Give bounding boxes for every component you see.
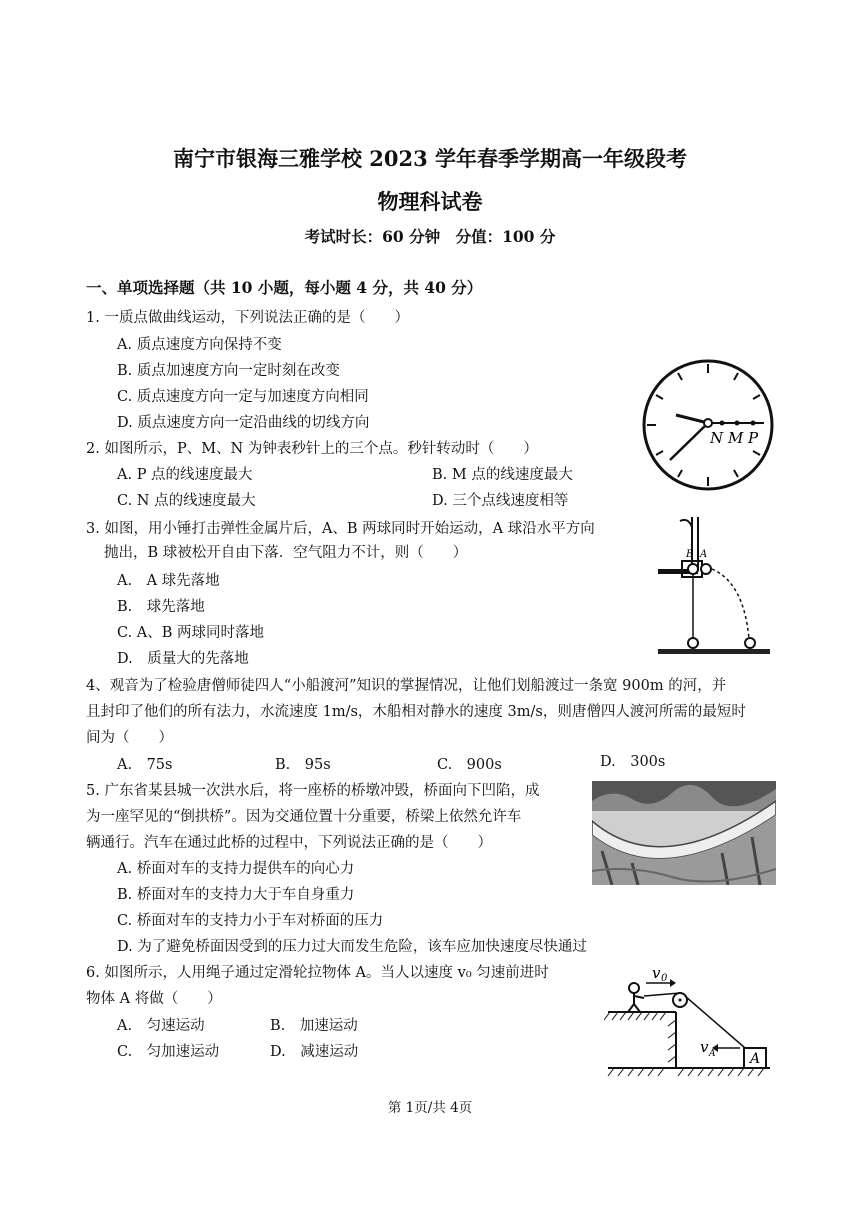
q4-stem-line3: 间为（ ） xyxy=(86,730,173,746)
pulley-figure xyxy=(604,962,774,1078)
point-p-dot xyxy=(751,421,756,426)
label-m: M xyxy=(728,429,744,447)
point-n-dot xyxy=(720,421,725,426)
exam-title: 南宁市银海三雅学校 2023 学年春季学期高一年级段考 xyxy=(172,146,688,171)
q4-stem-line1: 4、观音为了检验唐僧师徒四人“小船渡河”知识的掌握情况，让他们划船渡过一条宽 900m 的河，并 xyxy=(86,678,727,694)
clock-figure xyxy=(640,357,776,493)
label-block-a: A xyxy=(750,1051,761,1067)
q4-option-d: D. 300s xyxy=(600,754,666,770)
label-v0-subscript: 0 xyxy=(661,973,668,984)
q2-option-b: B. M 点的线速度最大 xyxy=(432,467,573,483)
q5-option-d: D. 为了避免桥面因受到的压力过大而发生危险，该车应加快速度尽快通过 xyxy=(117,939,587,955)
label-b: B xyxy=(686,549,694,560)
ball-a-start xyxy=(701,564,711,574)
q1-option-c: C. 质点速度方向一定与加速度方向相同 xyxy=(117,389,369,405)
q5-stem-line1: 5. 广东省某县城一次洪水后，将一座桥的桥墩冲毁，桥面向下凹陷，成 xyxy=(86,783,540,799)
rope-diagonal xyxy=(685,996,752,1054)
q2-option-a: A. P 点的线速度最大 xyxy=(117,467,253,483)
hammer xyxy=(680,520,692,527)
ground xyxy=(658,649,770,654)
q6-option-b: B. 加速运动 xyxy=(270,1018,358,1034)
q1-option-b: B. 质点加速度方向一定时刻在改变 xyxy=(117,363,340,379)
q2-option-d: D. 三个点线速度相等 xyxy=(432,493,569,509)
ball-b-end xyxy=(688,638,698,648)
ball-a-end xyxy=(745,638,755,648)
clock-pivot xyxy=(704,419,712,427)
q6-stem-line1: 6. 如图所示，人用绳子通过定滑轮拉物体 A。当人以速度 v₀ 匀速前进时 xyxy=(86,965,549,981)
q5-stem-line2: 为一座罕见的“倒拱桥”。因为交通位置十分重要，桥梁上依然允许车 xyxy=(86,809,522,825)
q1-option-d: D. 质点速度方向一定沿曲线的切线方向 xyxy=(117,415,370,431)
exam-subtitle: 物理科试卷 xyxy=(377,189,483,214)
q3-stem-line1: 3. 如图，用小锤打击弹性金属片后，A、B 两球同时开始运动，A 球沿水平方向 xyxy=(86,521,595,537)
q5-stem-line3: 辆通行。汽车在通过此桥的过程中，下列说法正确的是（ ） xyxy=(86,835,492,851)
q6-option-c: C. 匀加速运动 xyxy=(117,1044,220,1060)
page-footer: 第 1页/共 4页 xyxy=(387,1100,473,1116)
q1-option-a: A. 质点速度方向保持不变 xyxy=(117,337,282,353)
q4-stem-line2: 且封印了他们的所有法力，水流速度 1m/s，木船相对静水的速度 3m/s，则唐僧四人渡河所需的最短时 xyxy=(86,704,746,720)
ball-b-start xyxy=(688,564,698,574)
q3-option-b: B. 球先落地 xyxy=(117,599,205,615)
q4-option-a: A. 75s xyxy=(117,757,173,773)
person-body xyxy=(628,993,644,1012)
q6-stem-line2: 物体 A 将做（ ） xyxy=(86,991,222,1007)
label-a: A xyxy=(700,549,708,560)
point-m-dot xyxy=(735,421,740,426)
q5-option-c: C. 桥面对车的支持力小于车对桥面的压力 xyxy=(117,913,384,929)
q5-option-b: B. 桥面对车的支持力大于车自身重力 xyxy=(117,887,355,903)
person-head xyxy=(629,983,639,993)
q6-option-d: D. 减速运动 xyxy=(270,1044,359,1060)
q3-option-c: C. A、B 两球同时落地 xyxy=(117,625,265,641)
q3-option-d: D. 质量大的先落地 xyxy=(117,651,249,667)
section-heading: 一、单项选择题（共 10 小题，每小题 4 分，共 40 分） xyxy=(86,278,483,297)
label-va: v xyxy=(700,1038,709,1056)
falling-balls-figure xyxy=(654,513,774,661)
q2-stem: 2. 如图所示，P、M、N 为钟表秒针上的三个点。秒针转动时（ ） xyxy=(86,441,538,457)
minute-hand xyxy=(670,423,708,460)
q1-stem: 1. 一质点做曲线运动，下列说法正确的是（ ） xyxy=(86,310,409,326)
q3-stem-line2: 抛出，B 球被松开自由下落．空气阻力不计，则（ ） xyxy=(104,545,468,561)
label-v0: v xyxy=(652,964,661,982)
q2-option-c: C. N 点的线速度最大 xyxy=(117,493,256,509)
parabolic-path xyxy=(712,569,749,639)
bridge-photo xyxy=(592,781,776,885)
label-n: N xyxy=(710,429,724,447)
q3-option-a: A. A 球先落地 xyxy=(117,573,220,589)
q5-option-a: A. 桥面对车的支持力提供车的向心力 xyxy=(117,861,355,877)
q6-option-a: A. 匀速运动 xyxy=(117,1018,205,1034)
q4-option-b: B. 95s xyxy=(275,757,331,773)
label-p: P xyxy=(748,429,759,447)
exam-info: 考试时长：60 分钟 分值：100 分 xyxy=(304,227,556,246)
label-va-subscript: A xyxy=(709,1049,716,1059)
q4-option-c: C. 900s xyxy=(437,757,502,773)
